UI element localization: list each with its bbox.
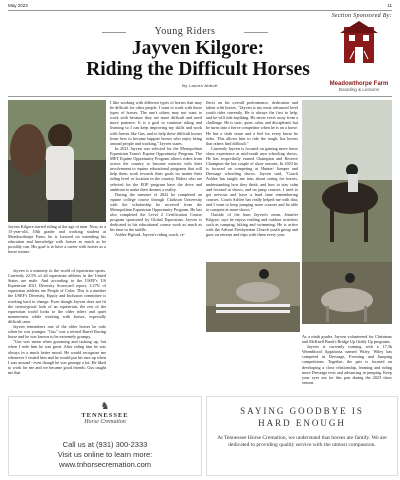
header-rule (8, 10, 392, 11)
paragraph: I like working with different types of horses that may be difficult for other people. I want to work with those types of horses. The one's others may not want to work with because they are more difficult and need more patience. It is a goal to continue riding and learning so I can keep improving my skills and work with horses like Gus, and to help these difficult horses learn how to become happier horses who enjoy being around people and working," Jayven states. (110, 100, 202, 146)
ad-tennessee-horse-cremation-contact (8, 396, 202, 476)
title-line-1: Jayven Kilgore: (131, 38, 265, 59)
article-column-3 (206, 100, 298, 238)
ad-headline-1: SAYING GOODBYE IS (240, 406, 364, 416)
title-rule (8, 96, 392, 97)
article-column-1 (8, 268, 106, 375)
riding-photo-bottom (302, 262, 392, 324)
paragraph: Currently Jayven is focused on gaining more horse show experience at mid-south area schooling shows. He has respectfully earned Champion and Reserve Champion the last couple of show seasons. In 2023 he is focused on competing at Hunter/ Jumper and Dressage schooling shows. Jayven said, "Coach Ashlee has taught me tons about caring for horses, understanding how they think, and how to stay calm and focused at shows, and on jump courses. I used to get nervous and have a hard time remembering courses. Coach Ashlee has really helped me with that, and I want to keep jumping more courses and be able to compete at more shows." (206, 145, 298, 212)
jumping-photo (206, 262, 300, 332)
photo-caption: Jayven Kilgore started riding at the age of nine. Now, as a 15-year-old, 10th grader and working student at Meadowthorpe Farm, he is focused on extending his education and knowledge with horses as much as he possibly can. His goal is to have a career with horses as a horse trainer. (8, 224, 106, 255)
ad-body-text: At Tennessee Horse Cremation, we understand that horses are family. We are dedicated to providing quality service with the utmost compassion. (217, 435, 387, 448)
paragraph: In 2021 Jayven was selected for the Metropolitan Equestrian Team's Equine Opportunity Program. The MET Equine Opportunity Program allows riders from across the country to become exterior with their involvement to equine educational programs that will help them work towards their goals no matter their riding level or location in the country. Riders who are selected for the EOP program have the drive and ambition to make their dreams a reality. (110, 145, 202, 192)
farm-logo-text (324, 82, 394, 92)
paragraph: Outside of the barn Jayven's mom, Jennifer Kilgore, says he enjoys reading and outdoor activities such as camping, hiking and swimming. He is active with the Advent Presbyterian Church youth group and goes on retreats and trips with them every year. (206, 212, 298, 238)
brand-line-1: TENNESSEE (81, 412, 129, 419)
article-column-4 (302, 334, 392, 385)
farm-name: Meadowthorpe Farm (329, 81, 389, 87)
section-kicker: Young Riders (130, 26, 240, 37)
ad-saying-goodbye (206, 396, 398, 476)
ad-headline-2: HARD ENOUGH (258, 418, 346, 428)
paragraph: "Gus was mean when grooming and tacking up, but when I rode him he was great. After riding him he was always in a much better mood. He would recognize me whenever I visited him and he would put his ears up when I was around - even though he was grumpy a lot. He liked to work for me and we became good friends. Gus taught me that (8, 339, 106, 375)
ad-brand-logo (49, 401, 161, 425)
ad-visit-text: Visit us online to learn more: (57, 450, 153, 459)
paragraph: As a ninth grader, Jayven volunteered for Christmas and McKnell Banit's Bridge Up Giddy Up programs. (302, 334, 392, 345)
rider-portrait-photo (8, 100, 106, 222)
byline: By Lauren Abbott (182, 83, 218, 88)
title-line-2: Riding the Difficult Horses (86, 59, 310, 80)
ad-phone[interactable]: Call us at (931) 300-2333 (62, 440, 148, 449)
riding-photo-top (302, 100, 392, 262)
paragraph: Ashlee Pigford, Jayven's riding coach, re- (115, 232, 185, 238)
paragraph: Jayven remembers one of the older horses he rode when he was younger. "Gus" was a retired Barrel Racing horse and he was known to be extremely grumpy. (8, 324, 106, 340)
paragraph: During the summer of 2022 he completed an equine college course through Clarkson University with the scholarship he received from the Metropolitan Equestrian Opportunity Program. He has also completed the Level 2 Certification Course program sponsored by Global Equestrian. Jayven is dedicated to his educational course work as much as his time in the saddle. (110, 191, 202, 233)
farm-tagline: Boarding & Lessons (338, 87, 380, 92)
section-sponsor-label: Section Sponsored By: (331, 13, 392, 19)
paragraph: Jayven is currently training with a 17.3h Warmblood Appaloosa named Wiley. Wiley has competed in Dressage, Eventing and Jumping competitions. Together, the pair is focused on developing a close relationship, learning and riding more Dressage tests and advancing in jumping. Keep your eyes out for this pair during the 2023 show season. (302, 344, 392, 385)
article-title (80, 38, 316, 80)
paragraph: Jayven is a minority in the world of equestrian sports. Currently 22.5% of all equestrian athletes in the United States are male. And according to the USEF's US Equestrian 2021 Diversity Scorecard report, 3.27% of equestrian athletes are People of Color. This is a number the USEF's Diversity, Equity and Inclusion committee is working hard to change. Even though Jayven does not fit the stereotypical look of an equestrian, the rest of the equestrian world looks to the older riders and quiet mannerisms while working with horses, especially difficult ones. (8, 268, 106, 324)
paragraph: flects on his overall performance, dedication and talent with horses. "Jayven is my most advanced level youth rider currently. He is always the first to help, and he will ride anything. He never veers away from a challenge. He is stoic, quiet, calm, and disciplined, but he turns into a fierce competitor when he is on a horse. He has a sixth sense and a feel for every horse he rides. This allows him to ride the tough, hot horses that others find difficult." (206, 100, 298, 146)
issue-date: May 2023 (8, 3, 28, 8)
article-column-2 (110, 100, 202, 238)
horse-head-icon: ♞ (100, 401, 110, 412)
page-number: 11 (387, 3, 392, 8)
ad-website-link[interactable]: www.tnhorsecremation.com (58, 460, 152, 469)
brand-line-2: Horse Cremation (84, 419, 126, 425)
farm-logo (324, 16, 394, 90)
